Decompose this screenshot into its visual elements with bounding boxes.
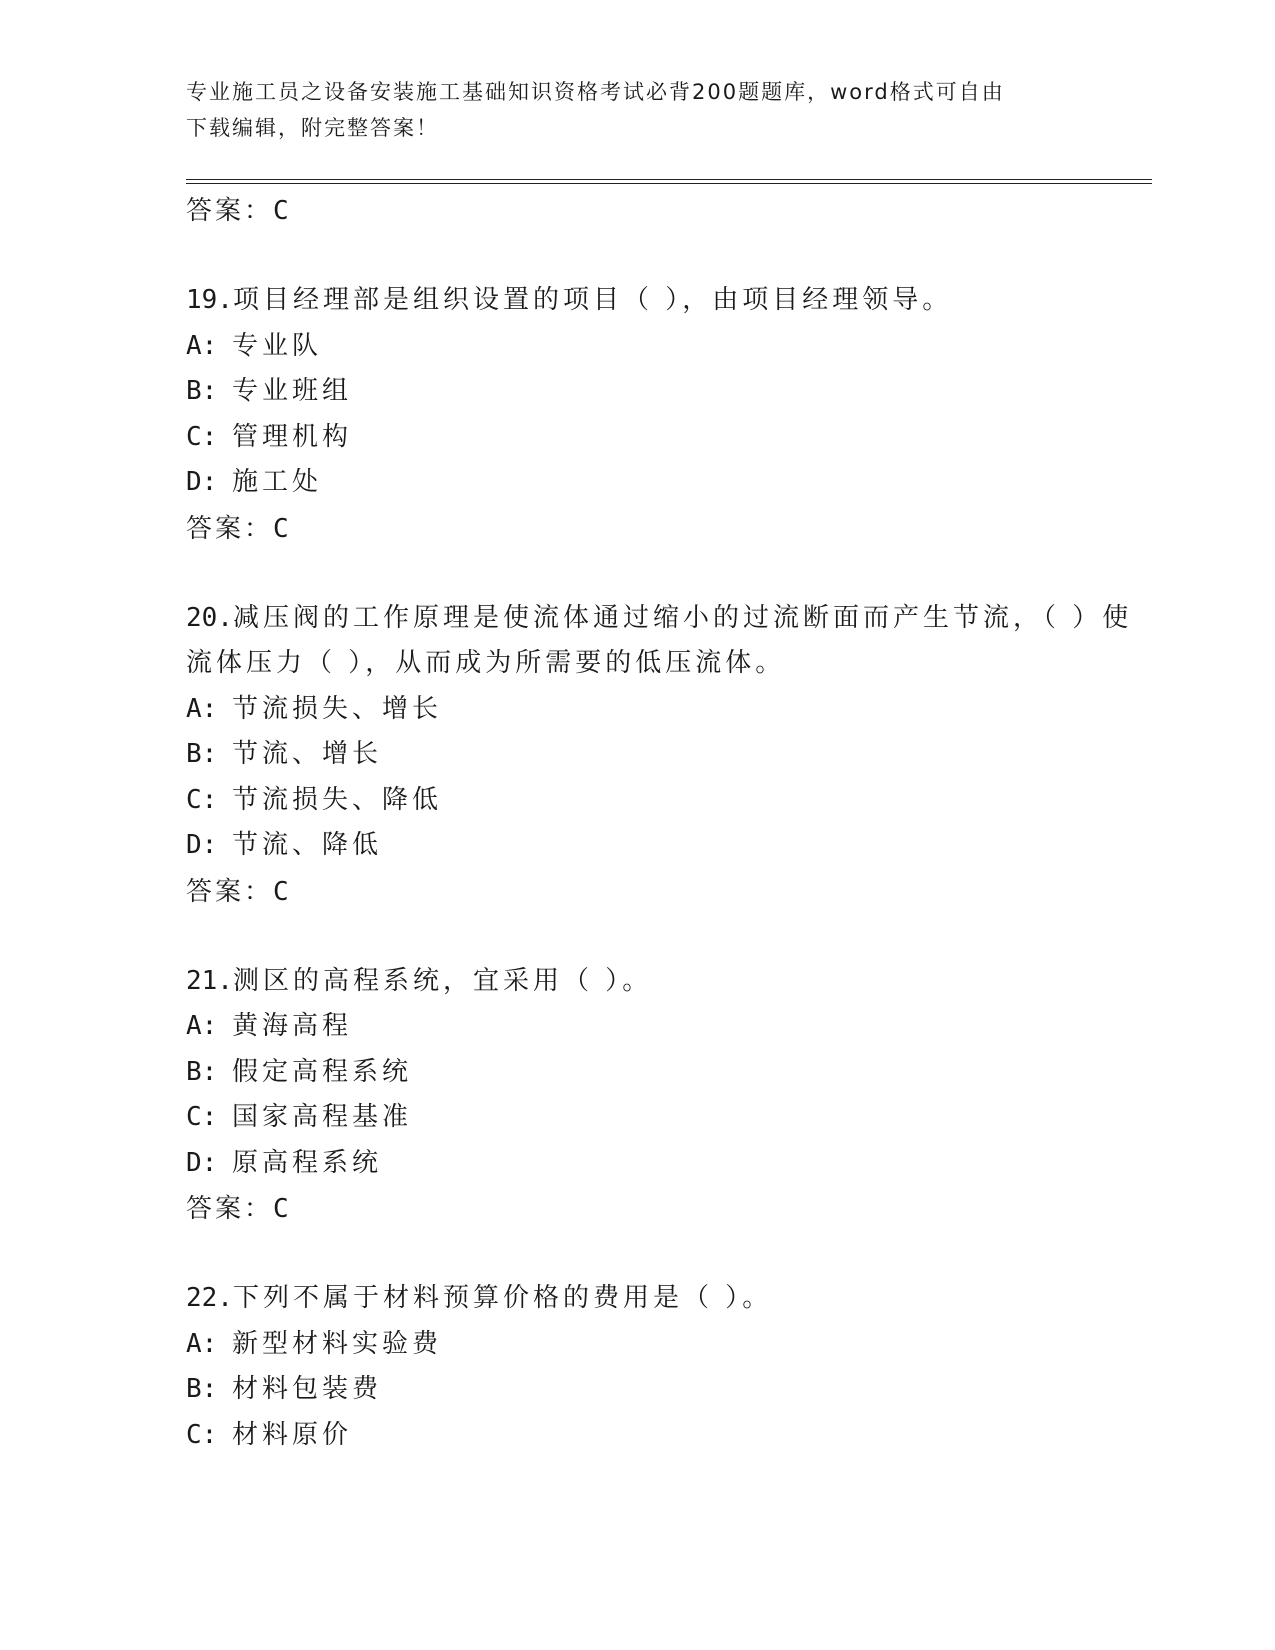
answer-label: 答案： bbox=[186, 876, 274, 907]
option-row bbox=[186, 369, 1152, 415]
question-block bbox=[186, 596, 1152, 915]
question-number: 22. bbox=[186, 1283, 233, 1313]
header-rule-bottom bbox=[186, 183, 1152, 184]
option-row bbox=[186, 823, 1152, 869]
option-text: 节流损失、降低 bbox=[232, 784, 443, 815]
option-text: 专业班组 bbox=[232, 376, 353, 406]
option-row bbox=[186, 1050, 1152, 1096]
option-letter: C: bbox=[186, 1102, 218, 1132]
questions-container bbox=[186, 278, 1152, 1458]
option-text: 材料原价 bbox=[232, 1419, 353, 1450]
option-text: 专业队 bbox=[232, 330, 323, 361]
option-row bbox=[186, 1413, 1152, 1459]
question-text bbox=[186, 596, 1152, 687]
answer-value: C bbox=[273, 1194, 290, 1224]
question-text bbox=[186, 959, 1152, 1005]
option-row bbox=[186, 460, 1152, 506]
answer-line bbox=[186, 869, 1152, 915]
question-text bbox=[186, 278, 1152, 324]
option-text: 原高程系统 bbox=[232, 1147, 383, 1178]
question-text bbox=[186, 1276, 1152, 1322]
question-body: 减压阀的工作原理是使流体通过缩小的过流断面而产生节流，（ ）使流体压力（ ），从而成为所需要的低压流体。 bbox=[186, 602, 1133, 678]
option-letter: C: bbox=[186, 1419, 218, 1450]
option-text: 节流损失、增长 bbox=[232, 693, 443, 724]
option-row bbox=[186, 415, 1152, 461]
option-text: 新型材料实验费 bbox=[232, 1328, 443, 1359]
option-letter: C: bbox=[186, 421, 218, 452]
question-number: 21. bbox=[186, 965, 233, 996]
answer-label: 答案： bbox=[186, 513, 274, 544]
option-row bbox=[186, 687, 1152, 733]
option-text: 黄海高程 bbox=[232, 1011, 353, 1041]
question-list bbox=[186, 188, 1152, 1458]
header-line-2: 下载编辑，附完整答案！ bbox=[186, 116, 439, 140]
option-text: 材料包装费 bbox=[232, 1374, 383, 1404]
answer-line bbox=[186, 188, 1152, 234]
option-letter: A: bbox=[186, 693, 218, 724]
option-letter: D: bbox=[186, 1147, 218, 1178]
option-row bbox=[186, 732, 1152, 778]
answer-label: 答案： bbox=[186, 196, 274, 226]
option-text: 施工处 bbox=[232, 467, 323, 497]
option-text: 节流、降低 bbox=[232, 830, 383, 860]
question-block bbox=[186, 1276, 1152, 1458]
option-letter: A: bbox=[186, 1011, 218, 1041]
option-row bbox=[186, 1141, 1152, 1187]
option-letter: A: bbox=[186, 330, 218, 361]
question-body: 下列不属于材料预算价格的费用是（ ）。 bbox=[232, 1283, 773, 1313]
option-row bbox=[186, 1322, 1152, 1368]
question-number: 19. bbox=[186, 285, 233, 315]
document-header bbox=[186, 74, 1086, 146]
option-letter: C: bbox=[186, 784, 218, 815]
answer-line bbox=[186, 506, 1152, 552]
question-block bbox=[186, 959, 1152, 1233]
option-text: 假定高程系统 bbox=[232, 1056, 413, 1087]
question-number: 20. bbox=[186, 602, 233, 633]
answer-value: C bbox=[273, 876, 290, 907]
option-row bbox=[186, 1095, 1152, 1141]
option-letter: B: bbox=[186, 1374, 218, 1404]
answer-value: C bbox=[273, 513, 290, 544]
option-letter: B: bbox=[186, 376, 218, 406]
option-letter: A: bbox=[186, 1328, 218, 1359]
question-body: 项目经理部是组织设置的项目（ ），由项目经理领导。 bbox=[232, 285, 953, 315]
option-text: 管理机构 bbox=[232, 421, 353, 452]
option-row bbox=[186, 324, 1152, 370]
question-body: 测区的高程系统，宜采用（ ）。 bbox=[232, 965, 653, 996]
option-letter: B: bbox=[186, 1056, 218, 1087]
option-row bbox=[186, 1004, 1152, 1050]
option-row bbox=[186, 778, 1152, 824]
question-block bbox=[186, 278, 1152, 552]
option-text: 国家高程基准 bbox=[232, 1102, 413, 1132]
answer-label: 答案： bbox=[186, 1194, 274, 1224]
option-text: 节流、增长 bbox=[232, 739, 383, 769]
answer-line bbox=[186, 1186, 1152, 1232]
option-row bbox=[186, 1367, 1152, 1413]
option-letter: B: bbox=[186, 739, 218, 769]
header-rule-top bbox=[186, 179, 1152, 180]
answer-value: C bbox=[273, 196, 290, 226]
option-letter: D: bbox=[186, 830, 218, 860]
option-letter: D: bbox=[186, 467, 218, 497]
header-line-1: 专业施工员之设备安装施工基础知识资格考试必背200题题库，word格式可自由 bbox=[186, 80, 1005, 104]
